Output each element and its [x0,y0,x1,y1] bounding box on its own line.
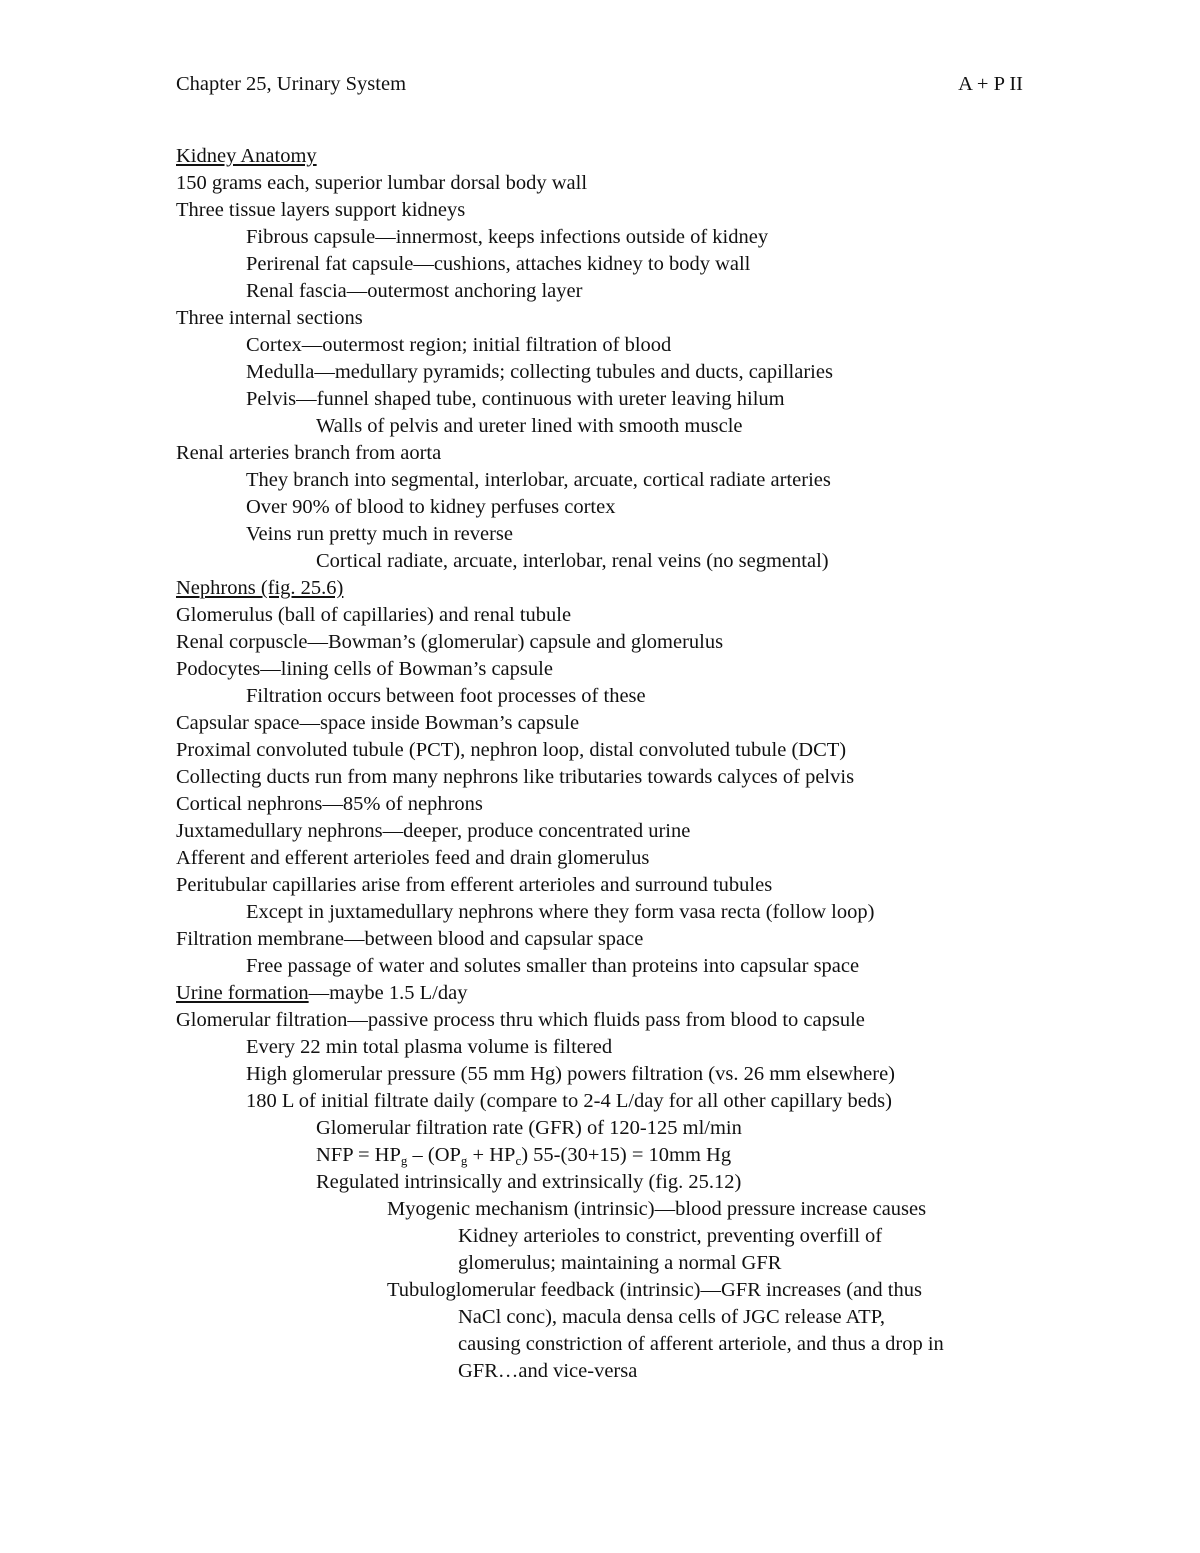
note-line: Free passage of water and solutes smaller than proteins into capsular space [246,955,860,977]
note-line: Filtration occurs between foot processes of these [246,685,646,707]
note-line: Cortical radiate, arcuate, interlobar, renal veins (no segmental) [316,550,829,572]
note-line: Pelvis—funnel shaped tube, continuous with ureter leaving hilum [246,388,785,410]
note-line: glomerulus; maintaining a normal GFR [458,1252,782,1274]
header-title: Chapter 25, Urinary System [176,73,407,95]
note-line: They branch into segmental, interlobar, arcuate, cortical radiate arteries [246,469,831,491]
note-line: Renal corpuscle—Bowman’s (glomerular) capsule and glomerulus [176,631,724,653]
note-line: 150 grams each, superior lumbar dorsal body wall [176,172,588,194]
note-line: Tubuloglomerular feedback (intrinsic)—GFR increases (and thus [387,1279,922,1301]
note-line: Medulla—medullary pyramids; collecting tubules and ducts, capillaries [246,361,833,383]
heading-nephrons: Nephrons (fig. 25.6) [176,577,344,599]
note-line: Kidney arterioles to constrict, preventing overfill of [458,1225,883,1247]
heading-urine-formation: Urine formation—maybe 1.5 L/day [176,982,468,1004]
note-line: Glomerulus (ball of capillaries) and renal tubule [176,604,572,626]
note-line: High glomerular pressure (55 mm Hg) powers filtration (vs. 26 mm elsewhere) [246,1063,896,1085]
note-line: Three internal sections [176,307,363,329]
note-line: causing constriction of afferent arteriole, and thus a drop in [458,1333,944,1355]
heading-kidney-anatomy: Kidney Anatomy [176,145,317,167]
note-line: Filtration membrane—between blood and capsular space [176,928,644,950]
note-line: Cortical nephrons—85% of nephrons [176,793,483,815]
note-line: Walls of pelvis and ureter lined with smooth muscle [316,415,743,437]
note-line: GFR…and vice-versa [458,1360,638,1382]
note-line: Every 22 min total plasma volume is filtered [246,1036,613,1058]
nfp-equation: NFP = $HP_g - (OP_g + HP_c) 55-(30+15) = 10mm$ Hg [316,1144,732,1168]
header-course: A + P II [958,73,1023,95]
note-line: NaCl conc), macula densa cells of JGC release ATP, [458,1306,885,1328]
note-line: Three tissue layers support kidneys [176,199,466,221]
note-line: 180 L of initial filtrate daily (compare to 2-4 L/day for all other capillary beds) [246,1090,892,1112]
note-line: Over 90% of blood to kidney perfuses cortex [246,496,616,518]
note-line: Podocytes—lining cells of Bowman’s capsule [176,658,553,680]
note-line: Veins run pretty much in reverse [246,523,513,545]
notes-body [176,143,1046,1385]
note-line: Myogenic mechanism (intrinsic)—blood pressure increase causes [387,1198,927,1220]
note-line: Proximal convoluted tubule (PCT), nephron loop, distal convoluted tubule (DCT) [176,739,847,761]
note-line: Cortex—outermost region; initial filtration of blood [246,334,672,356]
note-line: Regulated intrinsically and extrinsically (fig. 25.12) [316,1171,742,1193]
note-line: Collecting ducts run from many nephrons like tributaries towards calyces of pelvis [176,766,855,788]
note-line: Perirenal fat capsule—cushions, attaches kidney to body wall [246,253,751,275]
note-line: Renal fascia—outermost anchoring layer [246,280,583,302]
note-line: Fibrous capsule—innermost, keeps infections outside of kidney [246,226,769,248]
note-line: Juxtamedullary nephrons—deeper, produce concentrated urine [176,820,691,842]
note-line: Capsular space—space inside Bowman’s capsule [176,712,580,734]
note-line: Glomerular filtration—passive process thru which fluids pass from blood to capsule [176,1009,865,1031]
note-line: Peritubular capillaries arise from efferent arterioles and surround tubules [176,874,773,896]
note-line: Afferent and efferent arterioles feed and drain glomerulus [176,847,650,869]
note-line: Renal arteries branch from aorta [176,442,442,464]
note-line: Except in juxtamedullary nephrons where they form vasa recta (follow loop) [246,901,875,923]
note-line: Glomerular filtration rate (GFR) of 120-125 ml/min [316,1117,742,1139]
